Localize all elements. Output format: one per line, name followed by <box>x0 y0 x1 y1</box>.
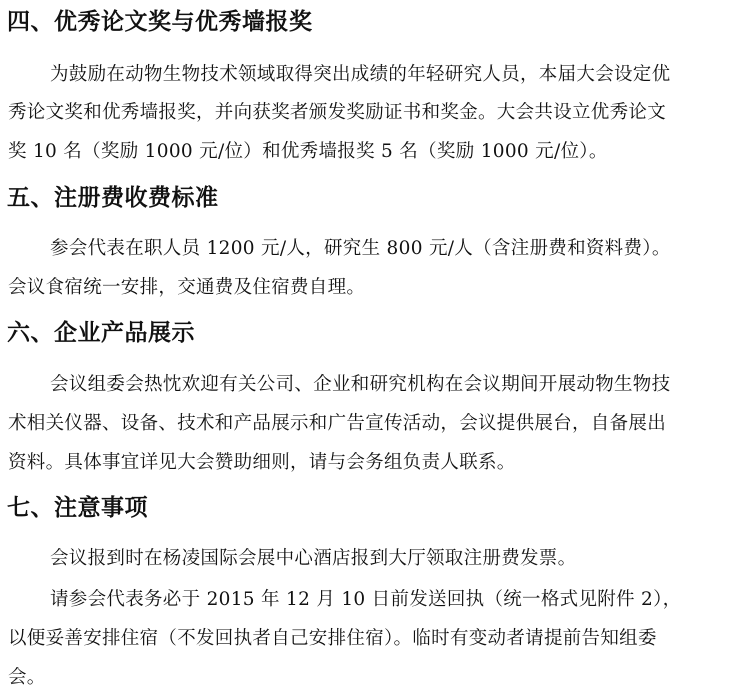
paragraph-line: 奖 10 名（奖励 1000 元/位）和优秀墙报奖 5 名（奖励 1000 元/位）。 <box>8 141 608 162</box>
paragraph-line: 会议组委会热忱欢迎有关公司、企业和研究机构在会议期间开展动物生物技 <box>50 374 671 395</box>
section-heading-product-exhibition: 六、企业产品展示 <box>7 320 195 346</box>
paragraph-line: 资料。具体事宜详见大会赞助细则，请与会务组负责人联系。 <box>8 452 516 473</box>
paragraph-line: 秀论文奖和优秀墙报奖，并向获奖者颁发奖励证书和奖金。大会共设立优秀论文 <box>8 102 667 123</box>
section-heading-registration-fee: 五、注册费收费标准 <box>7 185 219 211</box>
section-heading-awards: 四、优秀论文奖与优秀墙报奖 <box>7 9 313 35</box>
paragraph-line: 以便妥善安排住宿（不发回执者自己安排住宿）。临时有变动者请提前告知组委 <box>8 628 657 649</box>
paragraph-line: 会议报到时在杨凌国际会展中心酒店报到大厅领取注册费发票。 <box>50 548 577 569</box>
paragraph-line: 会议食宿统一安排，交通费及住宿费自理。 <box>8 277 366 298</box>
paragraph-line: 请参会代表务必于 2015 年 12 月 10 日前发送回执（统一格式见附件 2）， <box>50 589 682 610</box>
paragraph-line: 参会代表在职人员 1200 元/人，研究生 800 元/人（含注册费和资料费）。 <box>50 238 671 259</box>
section-heading-notes: 七、注意事项 <box>7 495 148 521</box>
paragraph-line: 为鼓励在动物生物技术领域取得突出成绩的年轻研究人员，本届大会设定优 <box>50 64 671 85</box>
paragraph-line: 会。 <box>8 667 46 688</box>
paragraph-line: 术相关仪器、设备、技术和产品展示和广告宣传活动，会议提供展台，自备展出 <box>8 413 667 434</box>
